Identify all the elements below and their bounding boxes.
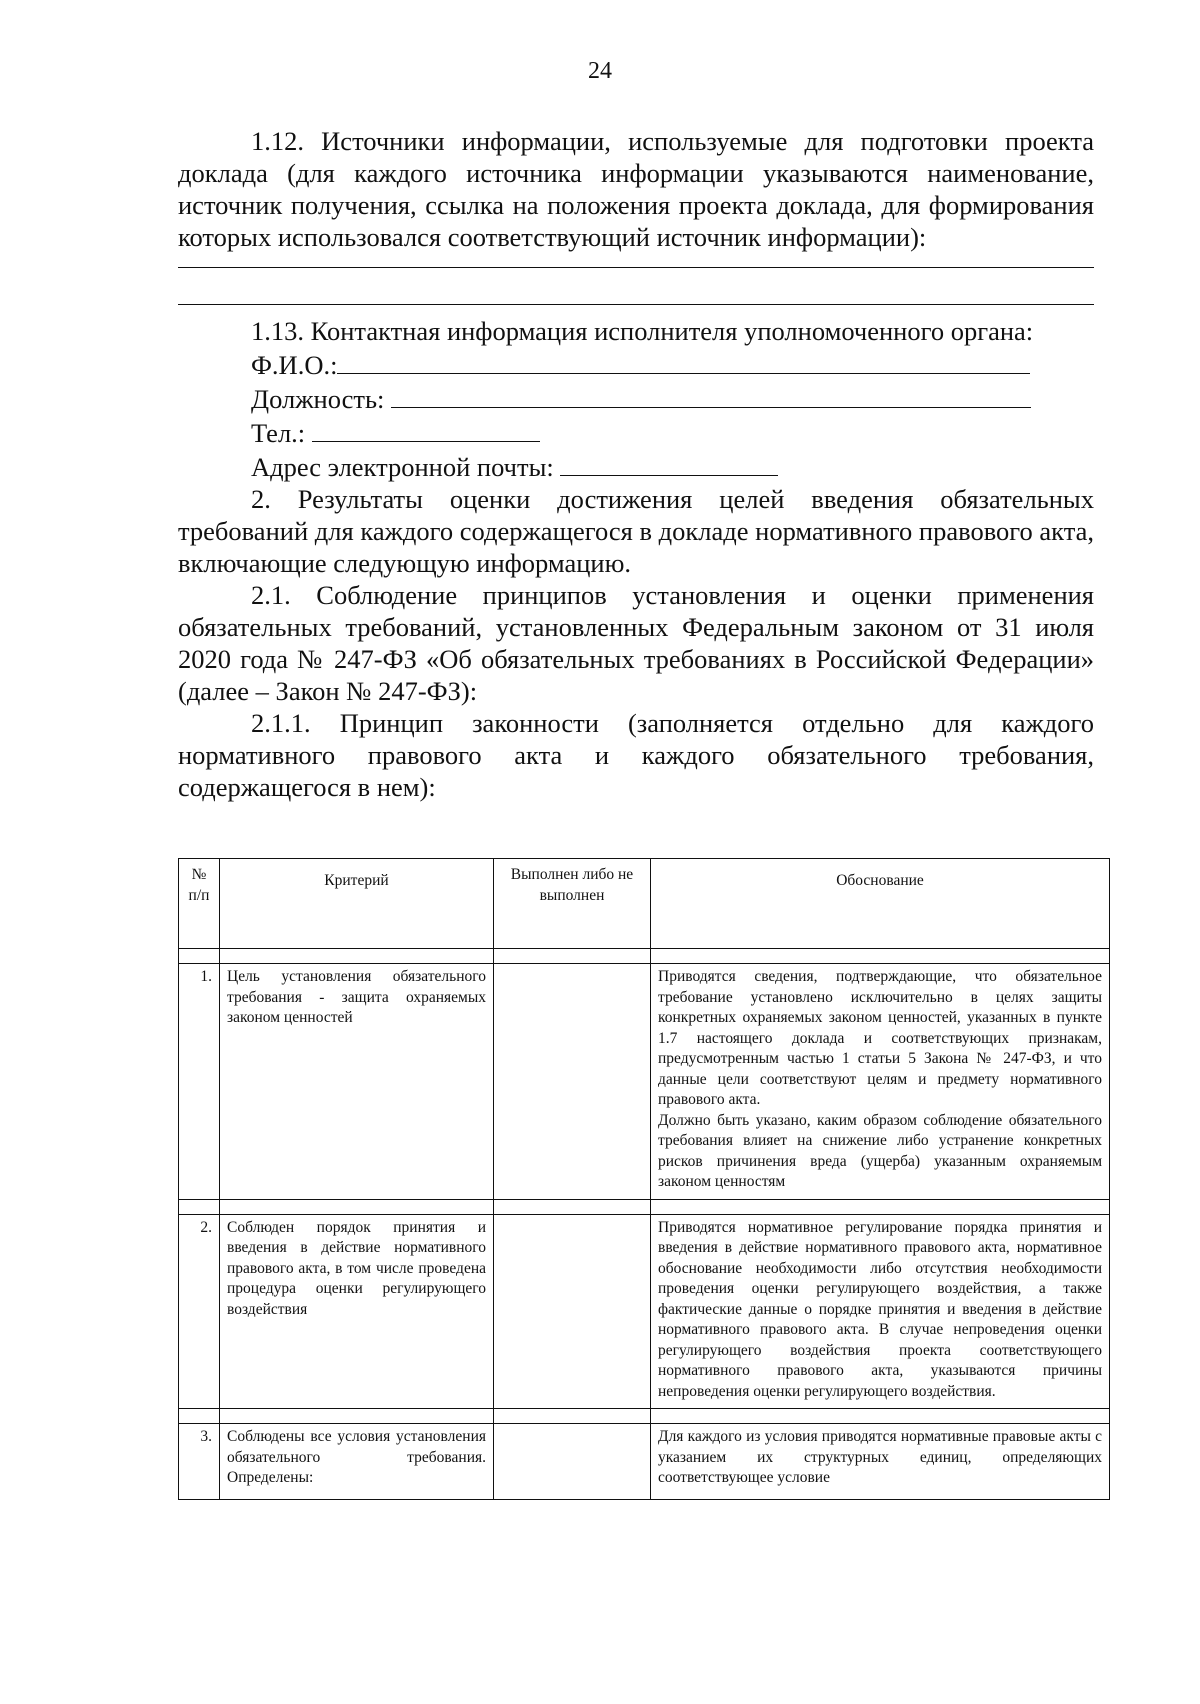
section-1-13-title: 1.13. Контактная информация исполнителя уполномоченного органа:	[251, 316, 1034, 346]
legality-criteria-table	[178, 858, 1110, 1500]
header-status: Выполнен либо не выполнен	[494, 859, 651, 949]
table-row	[179, 1214, 1110, 1409]
fill-in-lines	[178, 267, 1094, 305]
contact-phone-label: Тел.:	[251, 418, 306, 448]
contact-email-line	[178, 449, 1094, 483]
table-spacer-row	[179, 1199, 1110, 1214]
row-justification	[651, 964, 1110, 1200]
row-status	[494, 1214, 651, 1409]
table-spacer-row	[179, 1409, 1110, 1424]
row-criterion: Соблюден порядок принятия и введения в действие нормативного правового акта, в том числе проведена процедура оценки регулирующего воздействия	[220, 1214, 494, 1409]
contact-email-label: Адрес электронной почты:	[251, 452, 554, 482]
contact-phone-blank	[312, 415, 540, 442]
row-justification-part: Приводятся нормативное регулирование порядка принятия и введения в действие нормативного правового акта, нормативное обоснование необходимости либо отсутствия необходимости проведения оценки регулирующего воздействия, а также фактические данные о порядке принятия и введения в действие нормативного правового акта. В случае непроведения оценки регулирующего воздействия проекта соответствующего нормативного правового акта, указываются причины непроведения оценки регулирующего воздействия.	[658, 1218, 1102, 1400]
contact-fio-line	[178, 347, 1094, 381]
row-justification-part: Для каждого из условия приводятся нормативные правовые акты с указанием их структурных единиц, определяющих соответствующее условие	[658, 1428, 1102, 1486]
fill-in-line-1	[178, 267, 1094, 268]
section-2: 2. Результаты оценки достижения целей введения обязательных требований для каждого содержащегося в докладе нормативного правового акта, включающие следующую информацию.	[178, 484, 1094, 578]
row-criterion: Соблюдены все условия установления обязательного требования. Определены:	[220, 1424, 494, 1500]
row-justification	[651, 1214, 1110, 1409]
row-justification	[651, 1424, 1110, 1500]
table-header-row	[179, 859, 1110, 949]
header-num: № п/п	[179, 859, 220, 949]
row-criterion: Цель установления обязательного требования - защита охраняемых законом ценностей	[220, 964, 494, 1200]
row-num: 2.	[179, 1214, 220, 1409]
contact-position-line	[178, 381, 1094, 415]
section-1-12: 1.12. Источники информации, используемые для подготовки проекта доклада (для каждого источника информации указываются наименование, источник получения, ссылка на положения проекта доклада, для формирования которых использовался соответствующий источник информации):	[178, 126, 1094, 252]
row-justification-part: Приводятся сведения, подтверждающие, что обязательное требование установлено исключительно в целях защиты конкретных охраняемых законом ценностей, указанных в пункте 1.7 настоящего доклада и соответствующих признакам, предусмотренным частью 1 статьи 5 Закона № 247-ФЗ, и что данные цели соответствуют целям и предмету нормативного правового акта.	[658, 968, 1102, 1108]
row-num: 1.	[179, 964, 220, 1200]
row-status	[494, 964, 651, 1200]
header-justification: Обоснование	[651, 859, 1110, 949]
header-criterion: Критерий	[220, 859, 494, 949]
row-status	[494, 1424, 651, 1500]
section-2-1: 2.1. Соблюдение принципов установления и оценки применения обязательных требований, установленных Федеральным законом от 31 июля 2020 года № 247-ФЗ «Об обязательных требованиях в Российской Федерации» (далее – Закон № 247-ФЗ):	[178, 580, 1094, 706]
section-2-1-1: 2.1.1. Принцип законности (заполняется отдельно для каждого нормативного правового акта и каждого обязательного требования, содержащегося в нем):	[178, 708, 1094, 802]
contact-position-label: Должность:	[251, 384, 385, 414]
row-justification-part: Должно быть указано, каким образом соблюдение обязательного требования влияет на снижение либо устранение конкретных рисков причинения вреда (ущерба) указанным охраняемым законом ценностям	[658, 1111, 1102, 1190]
table-row	[179, 964, 1110, 1200]
table-spacer-row	[179, 949, 1110, 964]
document-body	[178, 125, 1094, 803]
contact-position-blank	[391, 381, 1031, 408]
page-number: 24	[588, 58, 612, 84]
contact-phone-line	[178, 415, 1094, 449]
table-row	[179, 1424, 1110, 1500]
contact-email-blank	[560, 449, 778, 476]
fill-in-line-2	[178, 304, 1094, 305]
contact-fio-label: Ф.И.О.:	[251, 350, 338, 380]
contact-fio-blank	[337, 347, 1030, 374]
row-num: 3.	[179, 1424, 220, 1500]
